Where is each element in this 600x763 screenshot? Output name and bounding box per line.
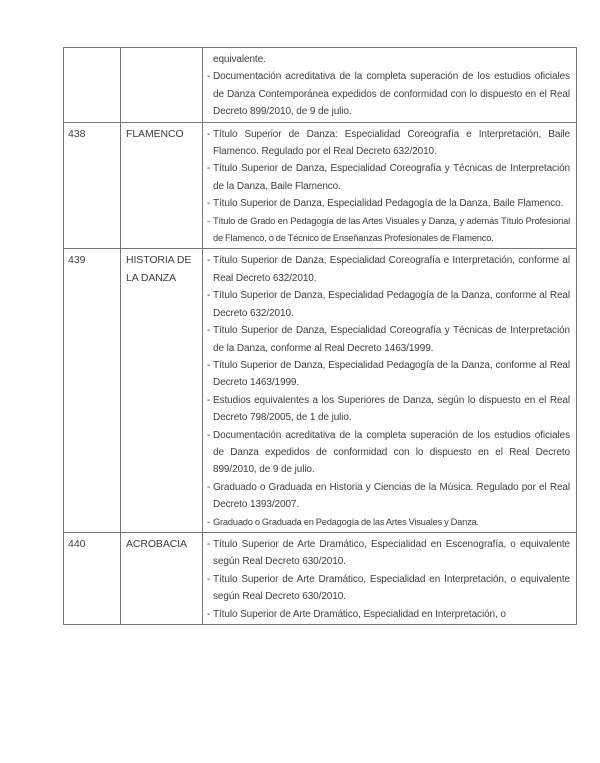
requirement-item: - Título Superior de Danza, Especialidad Coreografía e Interpretación, conforme al Real Decreto 632/2010. — [207, 252, 570, 287]
requirement-item: equivalente. — [213, 54, 266, 65]
requirements-cell — [203, 48, 577, 123]
requirement-item: - Graduado o Graduada en Pedagogía de las Artes Visuales y Danza. — [207, 514, 570, 531]
list-dash-marker: - — [207, 325, 211, 337]
requirement-item: - Título Superior de Arte Dramático, Especialidad en Interpretación, o — [207, 606, 570, 623]
requirement-item: - Estudios equivalentes a los Superiores de Danza, según lo dispuesto en el Real Decreto 798/2005, de 1 de julio. — [207, 392, 570, 427]
code-cell: 440 — [64, 532, 121, 624]
list-dash-marker: - — [207, 394, 211, 406]
list-dash-marker: - — [207, 290, 211, 302]
list-dash-marker: - — [207, 481, 211, 493]
requirements-cell — [203, 249, 577, 533]
list-dash-marker: - — [207, 128, 211, 140]
list-dash-marker: - — [207, 163, 211, 175]
list-dash-marker: - — [207, 573, 211, 585]
requirement-item: - Graduado o Graduada en Historia y Ciencias de la Música. Regulado por el Real Decreto 1393/2007. — [207, 479, 570, 514]
table-row — [64, 122, 577, 249]
list-dash-marker: - — [207, 538, 211, 550]
requirement-item: - Documentación acreditativa de la completa superación de los estudios oficiales de Danza expedidos de conformidad con lo dispuesto en el Real Decreto 899/2010, de 9 de julio. — [207, 427, 570, 479]
code-cell — [64, 48, 121, 123]
list-dash-marker: - — [207, 516, 210, 527]
list-dash-marker: - — [207, 255, 211, 267]
requirements-cell — [203, 122, 577, 249]
list-dash-marker: - — [207, 608, 211, 620]
specialty-cell: ACROBACIA — [121, 532, 203, 624]
requirement-item: - Título Superior de Danza, Especialidad Coreografía y Técnicas de Interpretación de la Danza, Baile Flamenco. — [207, 160, 570, 195]
requirement-item: - Título Superior de Arte Dramático, Especialidad en Interpretación, o equivalente según Real Decreto 630/2010. — [207, 571, 570, 606]
code-cell: 438 — [64, 122, 121, 249]
requirement-item: - Título Superior de Danza: Especialidad Coreografía e Interpretación, Baile Flamenco. Regulado por el Real Decreto 632/2010. — [207, 126, 570, 161]
list-dash-marker: - — [207, 359, 211, 371]
table-row — [64, 48, 577, 123]
requirement-item: - Título Superior de Danza, Especialidad Coreografía y Técnicas de Interpretación de la Danza, conforme al Real Decreto 1463/1999. — [207, 322, 570, 357]
qualifications-table — [63, 47, 577, 625]
list-dash-marker: - — [207, 198, 211, 210]
list-dash-marker: - — [207, 71, 211, 83]
list-dash-marker: - — [207, 215, 210, 226]
specialty-cell: FLAMENCO — [121, 122, 203, 249]
requirement-item: - Documentación acreditativa de la completa superación de los estudios oficiales de Danza Contemporánea expedidos de conformidad con lo dispuesto en el Real Decreto 899/2010, de 9 de julio. — [207, 68, 570, 120]
list-dash-marker: - — [207, 429, 211, 441]
code-cell: 439 — [64, 249, 121, 533]
table-row — [64, 532, 577, 624]
requirement-item: - Título Superior de Danza, Especialidad Pedagogía de la Danza, Baile Flamenco. — [207, 195, 570, 212]
table-body — [64, 48, 577, 625]
specialty-cell — [121, 48, 203, 123]
requirement-item: - Título Superior de Danza, Especialidad Pedagogía de la Danza, conforme al Real Decreto 632/2010. — [207, 287, 570, 322]
requirement-item: - Título Superior de Danza, Especialidad Pedagogía de la Danza, conforme al Real Decreto 1463/1999. — [207, 357, 570, 392]
table-row — [64, 249, 577, 533]
specialty-cell: HISTORIA DE LA DANZA — [121, 249, 203, 533]
requirement-item: - Título de Grado en Pedagogía de las Artes Visuales y Danza, y además Título Profesional de Flamenco, o de Técnico de Enseñanzas Profesionales de Flamenco. — [207, 213, 570, 248]
requirement-item: - Título Superior de Arte Dramático, Especialidad en Escenografía, o equivalente según Real Decreto 630/2010. — [207, 536, 570, 571]
requirements-cell — [203, 532, 577, 624]
